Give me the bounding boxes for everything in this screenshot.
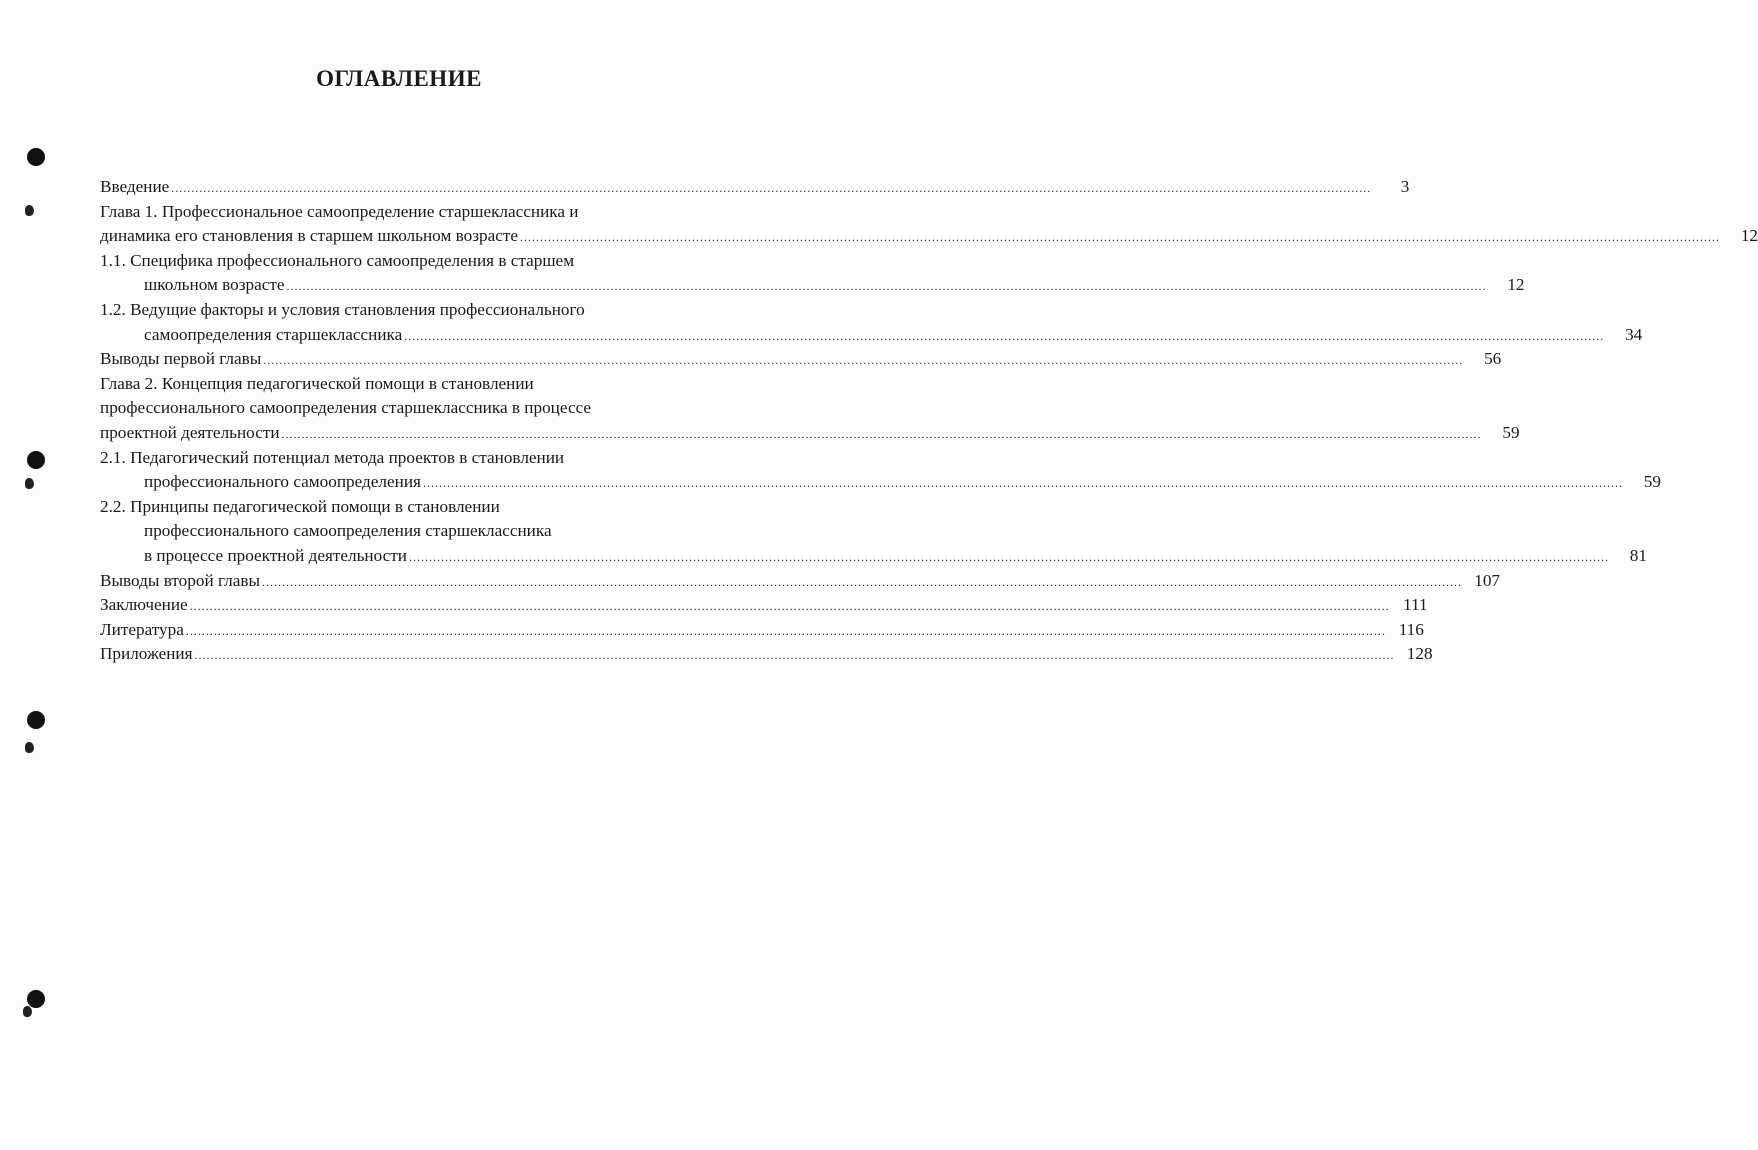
toc-entry[interactable] xyxy=(100,446,1661,495)
scan-mark xyxy=(25,205,34,216)
toc-entry[interactable] xyxy=(100,249,1525,298)
toc-entry-text: Выводы второй главы xyxy=(100,570,260,590)
binder-hole xyxy=(27,148,45,166)
dot-leader: ............................................................................................................................................................................................................................................................................................................ xyxy=(189,599,1390,614)
toc-entry-text: профессионального самоопределения старшеклассника xyxy=(144,521,552,541)
toc-entry-text: Введение xyxy=(100,177,170,196)
toc-entry-text: 2.2. Принципы педагогической помощи в становлении xyxy=(100,496,500,516)
toc-entry[interactable] xyxy=(100,593,1428,618)
toc-entry-text: 1.2. Ведущие факторы и условия становления профессионального xyxy=(100,299,585,319)
toc-line xyxy=(100,347,1502,372)
page-title: ОГЛАВЛЕНИЕ xyxy=(316,66,482,91)
toc-page-number: 116 xyxy=(1398,619,1424,639)
toc-page-number: 59 xyxy=(1643,472,1661,492)
toc-line xyxy=(100,298,722,323)
dot-leader: ............................................................................................................................................................................................................................................................................................................ xyxy=(404,328,1605,343)
toc-line xyxy=(100,200,722,225)
toc-entry-text: динамика его становления в старшем школьном возрасте xyxy=(100,226,518,246)
toc-line xyxy=(100,495,722,520)
toc-entry[interactable] xyxy=(100,569,1500,594)
toc-line xyxy=(100,175,1410,200)
toc-line xyxy=(100,470,1661,495)
toc-line xyxy=(100,421,1520,446)
toc-page-number: 111 xyxy=(1403,595,1428,615)
toc-entry-text: Выводы первой главы xyxy=(100,349,262,369)
toc-line xyxy=(100,372,722,397)
toc-page-number: 59 xyxy=(1502,422,1520,442)
toc-line xyxy=(100,446,722,471)
toc-page-number: 81 xyxy=(1629,545,1647,565)
toc-line xyxy=(100,642,1433,667)
toc-entry[interactable] xyxy=(100,347,1502,372)
toc-page-number: 12 xyxy=(1507,275,1525,295)
dot-leader: ............................................................................................................................................................................................................................................................................................................ xyxy=(263,353,1464,368)
dot-leader: ............................................................................................................................................................................................................................................................................................................ xyxy=(408,549,1609,564)
dot-leader: ............................................................................................................................................................................................................................................................................................................ xyxy=(185,623,1386,638)
dot-leader: ............................................................................................................................................................................................................................................................................................................ xyxy=(520,230,1720,245)
toc-entry-text: проектной деятельности xyxy=(100,422,280,442)
toc-line xyxy=(100,569,1500,594)
toc-page-number: 128 xyxy=(1406,644,1433,664)
toc-entry-text: самоопределения старшеклассника xyxy=(144,324,403,344)
toc-entry-text: 1.1. Специфика профессионального самоопределения в старшем xyxy=(100,250,575,270)
toc-entry-text: в процессе проектной деятельности xyxy=(144,545,407,565)
toc-page-number: 107 xyxy=(1474,570,1500,590)
toc-entry-text: Литература xyxy=(100,619,184,639)
toc-page-number: 56 xyxy=(1484,349,1502,369)
table-of-contents xyxy=(100,175,1758,667)
toc-entry[interactable] xyxy=(100,618,1424,643)
toc-line xyxy=(100,593,1428,618)
binder-hole xyxy=(27,711,45,729)
binder-hole xyxy=(27,451,45,469)
toc-entry[interactable] xyxy=(100,200,1758,249)
toc-page-number: 34 xyxy=(1625,324,1643,344)
toc-entry-text: профессионального самоопределения старшеклассника в процессе xyxy=(100,398,592,418)
scan-mark xyxy=(25,478,34,489)
toc-entry-text: профессионального самоопределения xyxy=(144,472,421,492)
dot-leader: ............................................................................................................................................................................................................................................................................................................ xyxy=(281,426,1482,441)
toc-entry-text: 2.1. Педагогический потенциал метода проектов в становлении xyxy=(100,447,565,467)
dot-leader: ............................................................................................................................................................................................................................................................................................................ xyxy=(194,648,1395,663)
binder-hole xyxy=(27,990,45,1008)
dot-leader: ............................................................................................................................................................................................................................................................................................................ xyxy=(286,279,1487,294)
toc-line xyxy=(100,273,1525,298)
toc-line xyxy=(100,544,1647,569)
toc-entry-text: Заключение xyxy=(100,595,188,615)
toc-line xyxy=(100,249,722,274)
dot-leader: ............................................................................................................................................................................................................................................................................................................ xyxy=(262,574,1462,589)
toc-page-number: 12 xyxy=(1740,226,1758,246)
toc-entry[interactable] xyxy=(100,495,1647,569)
toc-line xyxy=(100,323,1643,348)
toc-entry[interactable] xyxy=(100,298,1643,347)
toc-line xyxy=(100,224,1758,249)
scan-mark xyxy=(23,1006,32,1017)
toc-entry-text: Глава 1. Профессиональное самоопределение старшеклассника и xyxy=(100,201,579,221)
toc-line xyxy=(100,396,722,421)
toc-entry[interactable] xyxy=(100,642,1433,667)
dot-leader: ............................................................................................................................................................................................................................................................................................................ xyxy=(422,476,1623,491)
toc-page-number: 3 xyxy=(1400,177,1410,196)
toc-line xyxy=(100,519,722,544)
toc-line xyxy=(100,618,1424,643)
dot-leader: ............................................................................................................................................................................................................................................................................................................ xyxy=(171,181,1372,195)
toc-entry[interactable] xyxy=(100,175,1410,200)
toc-entry[interactable] xyxy=(100,372,1520,446)
toc-entry-text: Глава 2. Концепция педагогической помощи в становлении xyxy=(100,373,534,393)
toc-entry-text: Приложения xyxy=(100,644,193,664)
toc-entry-text: школьном возрасте xyxy=(144,275,285,295)
scan-mark xyxy=(25,742,34,753)
